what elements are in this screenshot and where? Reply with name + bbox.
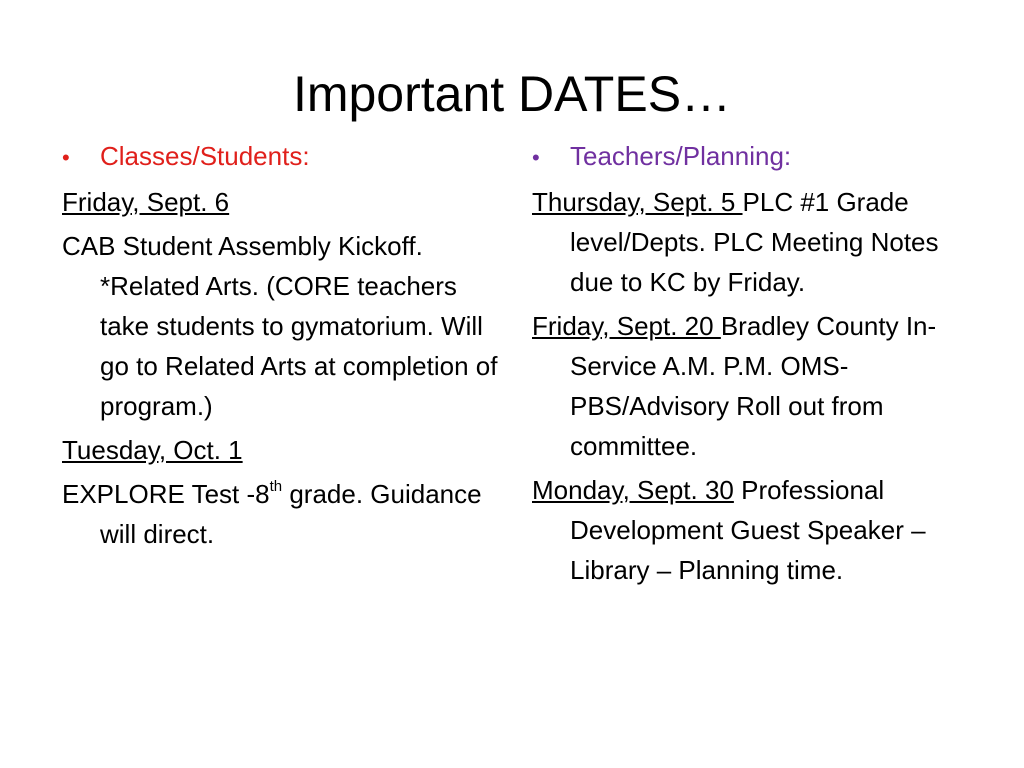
right-entry-1-date: Thursday, Sept. 5 bbox=[532, 187, 743, 217]
teachers-planning-heading: Teachers/Planning: bbox=[570, 141, 792, 171]
classes-students-heading: Classes/Students: bbox=[100, 141, 310, 171]
left-description-2-superscript: th bbox=[269, 478, 283, 496]
slide-title: Important DATES… bbox=[292, 66, 732, 122]
right-entry-1-text: PLC #1 Grade level/Depts. PLC Meeting Notes due to KC by Friday. bbox=[570, 187, 939, 297]
right-column bbox=[532, 136, 982, 590]
left-date-1: Friday, Sept. 6 bbox=[62, 187, 230, 217]
right-entry-2 bbox=[532, 306, 982, 466]
right-entry-2-text: Bradley County In-Service A.M. P.M. OMS- PBS/Advisory Roll out from committee. bbox=[570, 311, 937, 461]
left-description-2-part-2: grade. Guidance will direct. bbox=[100, 479, 482, 549]
left-date-2: Tuesday, Oct. 1 bbox=[62, 435, 243, 465]
bullet-dot-icon: • bbox=[532, 145, 540, 170]
right-entry-1 bbox=[532, 182, 982, 302]
right-entry-3-text: Professional Development Guest Speaker – Library – Planning time. bbox=[570, 475, 926, 585]
left-description-2-part-1: EXPLORE Test -8 bbox=[62, 479, 270, 509]
bullet-dot-icon: • bbox=[62, 145, 70, 170]
right-entry-3 bbox=[532, 470, 982, 590]
right-bullet-heading bbox=[532, 136, 982, 178]
right-entry-2-date: Friday, Sept. 20 bbox=[532, 311, 721, 341]
right-entry-3-date: Monday, Sept. 30 bbox=[532, 475, 734, 505]
left-column bbox=[62, 136, 502, 554]
left-bullet-heading bbox=[62, 136, 502, 178]
left-description-1: CAB Student Assembly Kickoff. *Related Arts. (CORE teachers take students to gymatorium. Will go to Related Arts at completion of program.) bbox=[62, 231, 498, 421]
left-description-2 bbox=[62, 474, 502, 554]
